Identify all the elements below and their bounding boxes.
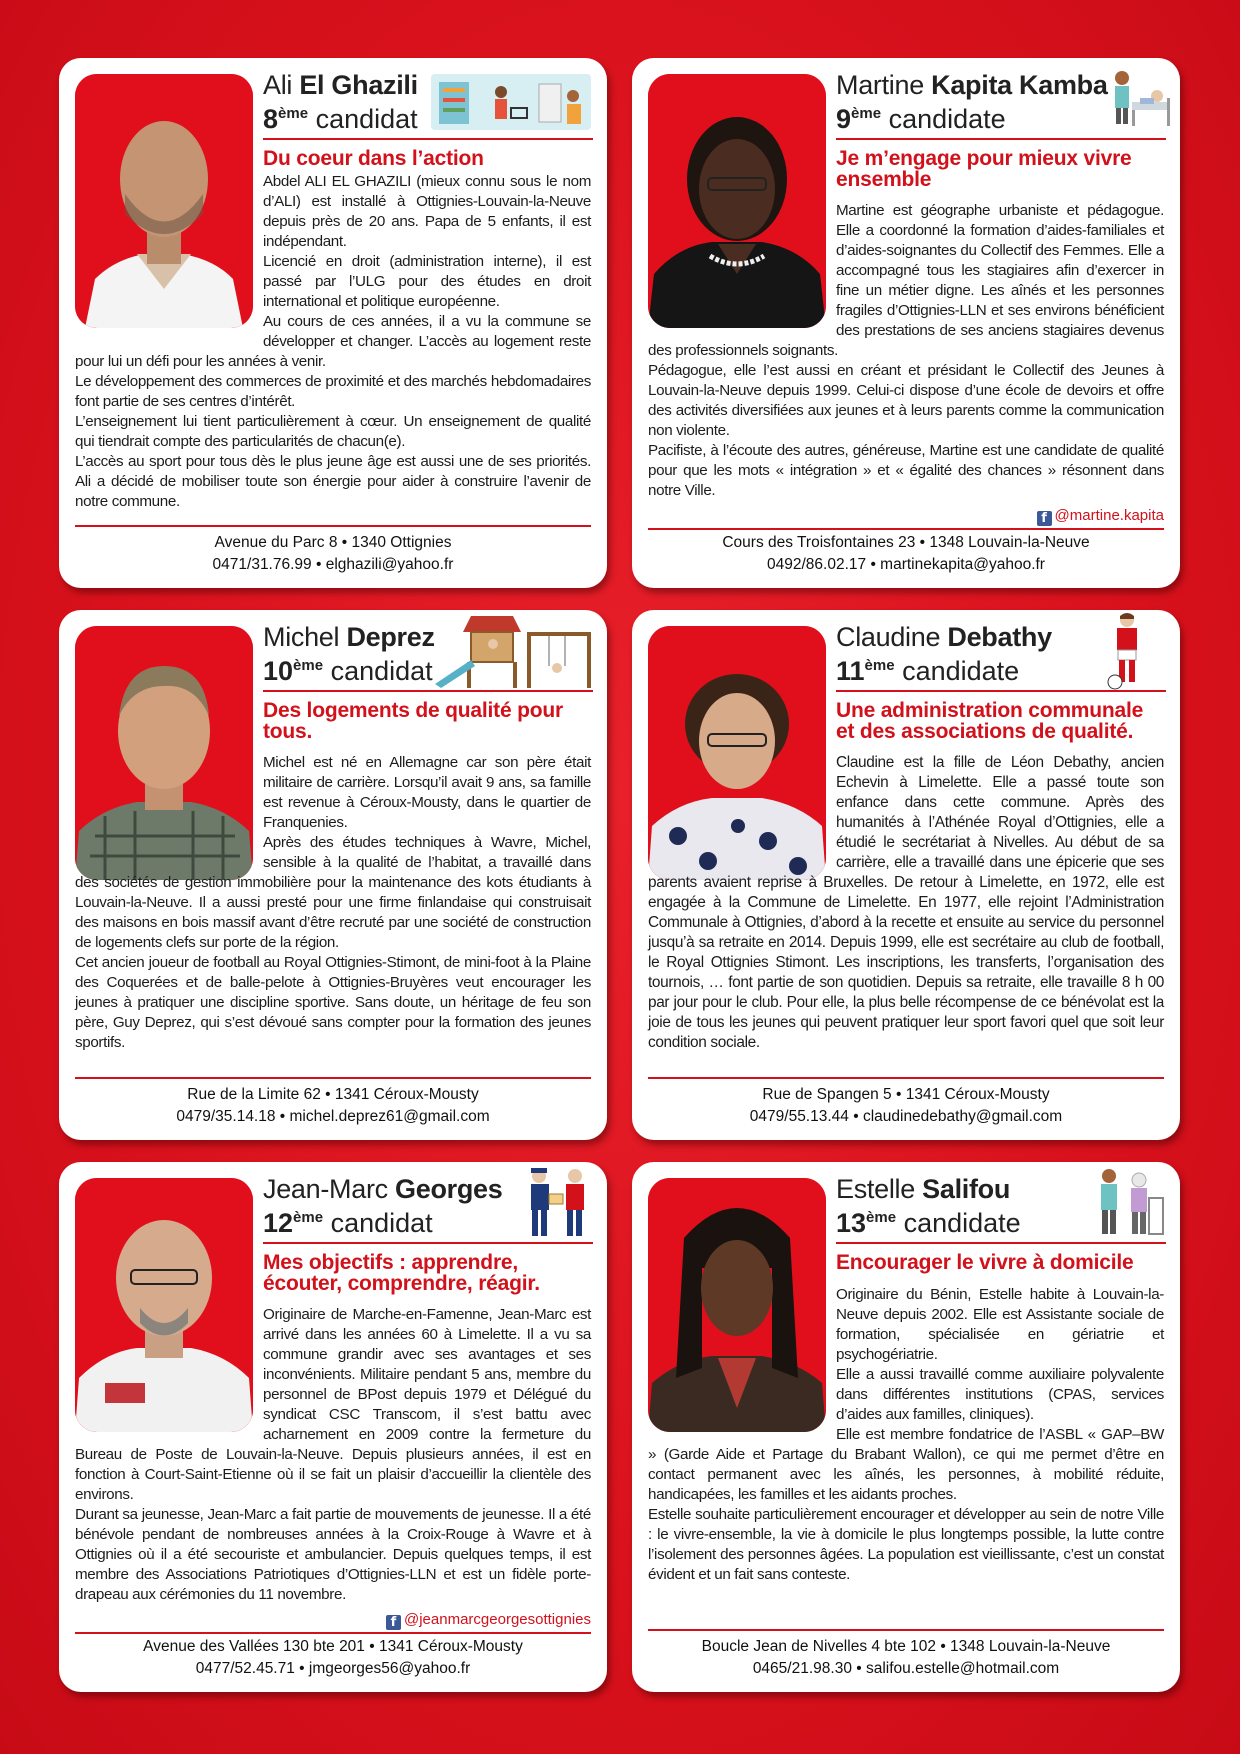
candidate-card-kapita-kamba <box>632 58 1180 588</box>
candidate-phone-email[interactable]: 0465/21.98.30 • salifou.estelle@hotmail.com <box>752 1660 1060 1677</box>
facebook-handle[interactable]: @jeanmarcgeorgesottignies <box>404 1611 591 1628</box>
candidate-rank: 13ème candidate <box>836 1208 1021 1238</box>
candidate-rank: 10ème candidat <box>263 656 433 686</box>
title-divider <box>836 1242 1166 1244</box>
candidate-address: Rue de la Limite 62 • 1341 Céroux-Mousty <box>187 1086 479 1103</box>
facebook-link[interactable] <box>386 1611 591 1630</box>
candidate-contact <box>59 1084 607 1128</box>
bio-paragraph: Elle est membre fondatrice de l’ASBL « GAP–BW » (Garde Aide et Partage du Brabant Wallon), ce qui me permet d’être en contact permanent avec les aînés, les personnes, à mobilité réduite, handicapées, les familles et les aidants proches. <box>648 1426 1164 1503</box>
bio-paragraph: Cet ancien joueur de football au Royal Ottignies-Stimont, de mini-foot à la Plaine des Coquerées et de balle-pelote à Ottignies-Bruyères veut encourager les jeunes à pratiquer une discipline sportive. Sans doute, un héritage de feu son père, Guy Deprez, qui s’est dévoué sans compter pour la formation des jeunes sportifs. <box>75 954 591 1051</box>
facebook-icon: f <box>386 1615 401 1630</box>
facebook-icon: f <box>1037 511 1052 526</box>
candidate-headline: Encourager le vivre à domicile <box>836 1251 1134 1274</box>
candidate-phone-email[interactable]: 0477/52.45.71 • jmgeorges56@yahoo.fr <box>195 1660 471 1677</box>
candidate-rank: 8ème candidat <box>263 104 418 134</box>
footer-divider <box>648 1077 1164 1079</box>
bio-paragraph: Après des études techniques à Wavre, Michel, sensible à la qualité de l’habitat, a travaillé dans des sociétés de gestion immobilière pour la maintenance des kots étudiants à Louvain-la-Neuve. Il a aussi presté pour une firme finlandaise qui construisait des maisons en bois massif avant d’être recruté par une société de construction de logements clefs sur porte de la région. <box>75 834 591 951</box>
bio-paragraph: Licencié en droit (administration interne), il est passé par l’ULG pour des études en droit international et politique européenne. <box>263 253 591 310</box>
candidate-phone-email[interactable]: 0479/35.14.18 • michel.deprez61@gmail.com <box>176 1108 490 1125</box>
candidate-contact <box>59 1636 607 1680</box>
candidate-contact <box>632 1084 1180 1128</box>
candidate-contact <box>632 532 1180 576</box>
title-divider <box>836 690 1166 692</box>
candidate-address: Rue de Spangen 5 • 1341 Céroux-Mousty <box>762 1086 1050 1103</box>
candidate-rank: 9ème candidate <box>836 104 1006 134</box>
candidate-name: Martine Kapita Kamba <box>836 70 1108 100</box>
footer-divider <box>75 1077 591 1079</box>
bio-paragraph: Originaire de Marche-en-Famenne, Jean-Marc est arrivé dans les années 60 à Limelette. Il a vu sa commune grandir avec ses avantages et ses inconvénients. Militaire pendant 5 ans, membre du personnel de BPost depuis 1979 et Délégué du syndicat CSC Transcom, il s’est battu avec acharnement en 2009 contre la fermeture du Bureau de Poste de Louvain-la-Neuve. Depuis plusieurs années, il est en fonction à Court-Saint-Etienne où il se fait un plaisir d’accueillir la clientèle des environs. <box>75 1306 591 1503</box>
candidate-bio <box>75 753 591 1053</box>
candidate-phone-email[interactable]: 0492/86.02.17 • martinekapita@yahoo.fr <box>767 556 1045 573</box>
bio-paragraph: Michel est né en Allemagne car son père était militaire de carrière. Lorsqu’il avait 9 ans, sa famille est revenue à Céroux-Mousty, dans le quartier de Franquenies. <box>263 754 591 831</box>
bio-paragraph: Originaire du Bénin, Estelle habite à Louvain-la-Neuve depuis 2002. Elle est Assistante sociale de formation, spécialisée en gériatrie et psychogériatrie. <box>836 1286 1164 1363</box>
candidate-name: Claudine Debathy <box>836 622 1052 652</box>
title-divider <box>836 138 1166 140</box>
candidate-bio <box>648 1285 1164 1585</box>
bio-paragraph: Pédagogue, elle l’est aussi en créant et présidant le Collectif des Jeunes à Louvain-la-Neuve depuis 1999. Celui-ci dispose d’une école de devoirs et offre des activités diversifiées aux jeunes et à leurs parents comme la communication non violente. <box>648 362 1164 439</box>
candidate-phone-email[interactable]: 0479/55.13.44 • claudinedebathy@gmail.com <box>749 1108 1063 1125</box>
candidate-rank: 12ème candidat <box>263 1208 433 1238</box>
footer-divider <box>648 1629 1164 1631</box>
candidate-card-salifou <box>632 1162 1180 1692</box>
candidate-bio <box>75 172 591 512</box>
postmen-illustration <box>519 1166 599 1242</box>
candidate-bio <box>75 1305 591 1605</box>
elderly-care-illustration <box>1087 1166 1167 1238</box>
candidate-name: Jean-Marc Georges <box>263 1174 503 1204</box>
title-divider <box>263 690 593 692</box>
candidate-headline: Une administration communale et des associations de qualité. <box>836 699 1144 743</box>
candidate-address: Avenue du Parc 8 • 1340 Ottignies <box>214 534 452 551</box>
footer-divider <box>75 1632 591 1634</box>
candidate-name: Estelle Salifou <box>836 1174 1011 1204</box>
candidate-bio <box>648 201 1164 501</box>
bio-paragraph: Pacifiste, à l’écoute des autres, généreuse, Martine est une candidate de qualité pour que les mots « intégration » et « égalité des chances » résonnent dans notre Ville. <box>648 442 1164 499</box>
footer-divider <box>75 525 591 527</box>
bio-paragraph: L’accès au sport pour tous dès le plus jeune âge est aussi une de ses priorités. Ali a décidé de mobiliser toute son énergie pour aider à construire l’avenir de notre commune. <box>75 453 591 510</box>
bio-paragraph: Elle a aussi travaillé comme auxiliaire polyvalente dans différentes institutions (CPAS, services d’aides aux familles, cliniques). <box>836 1366 1164 1423</box>
candidate-contact <box>59 532 607 576</box>
caregiver-bed-illustration <box>1102 68 1172 130</box>
candidate-name: Ali El Ghazili <box>263 70 418 100</box>
candidate-address: Boucle Jean de Nivelles 4 bte 102 • 1348 Louvain-la-Neuve <box>701 1638 1111 1655</box>
candidate-contact <box>632 1636 1180 1680</box>
candidate-address: Avenue des Vallées 130 bte 201 • 1341 Céroux-Mousty <box>143 1638 523 1655</box>
playground-illustration <box>431 610 596 690</box>
candidate-card-el-ghazili <box>59 58 607 588</box>
candidate-headline: Des logements de qualité pour tous. <box>263 699 563 743</box>
title-divider <box>263 1242 593 1244</box>
footer-divider <box>648 528 1164 530</box>
candidate-headline: Je m’engage pour mieux vivre ensemble <box>836 147 1132 191</box>
bio-paragraph: Estelle souhaite particulièrement encourager et développer au sein de notre Ville : le vivre-ensemble, la vie à domicile le plus longtemps possible, la lutte contre l’isolement des personnes âgées. La population est vieillissante, c’est un constat évident et un fait sans conteste. <box>648 1506 1164 1583</box>
bio-paragraph: Claudine est la fille de Léon Debathy, ancien Echevin à Limelette. Elle a passé toute son enfance dans cette commune. Après des humanités à l’Athénée Royal d’Ottignies, elle a étudié le secrétariat à Nivelles. Au début de sa carrière, elle a travaillé dans une épicerie que ses parents avaient reprise à Bruxelles. De retour à Limelette, en 1972, elle est engagée à la Commune de Limelette. En 1977, elle rejoint l’Administration Communale à Ottignies, d’abord à la recette et ensuite au service du personnel jusqu’à sa retraite en 2014. Depuis 1999, elle est secrétaire au club de football, le Royal Ottignies Stimont. Les inscriptions, les transferts, l’organisation des tournois, … font partie de son quotidien. Depuis sa retraite, elle travaille 8 h 00 par jour pour le club. Pour elle, la plus belle récompense de ce bénévolat est la joie de tous les jeunes qui peuvent pratiquer leur sport favori quel que soit leur condition sociale. <box>648 754 1164 1051</box>
candidate-phone-email[interactable]: 0471/31.76.99 • elghazili@yahoo.fr <box>212 556 454 573</box>
candidate-bio <box>648 753 1164 1053</box>
candidate-card-georges <box>59 1162 607 1692</box>
facebook-link[interactable] <box>1037 507 1164 526</box>
bio-paragraph: Au cours de ces années, il a vu la commune se développer et changer. L’accès au logement reste pour lui un défi pour les années à venir. <box>75 313 591 370</box>
shop-market-illustration <box>431 72 591 132</box>
candidate-card-debathy <box>632 610 1180 1140</box>
bio-paragraph: Le développement des commerces de proximité et des marchés hebdomadaires font partie de ses centres d’intérêt. <box>75 373 591 410</box>
candidate-address: Cours des Troisfontaines 23 • 1348 Louvain-la-Neuve <box>722 534 1090 551</box>
candidate-name: Michel Deprez <box>263 622 435 652</box>
bio-paragraph: Durant sa jeunesse, Jean-Marc a fait partie de mouvements de jeunesse. Il a été bénévole pendant de nombreuses années à la Croix-Rouge à Wavre et à Ottignies où il a été secouriste et ambulancier. Depuis quelques temps, il est membre des Associations Patriotiques d’Ottignies-LLN et est un fidèle porte-drapeau aux cérémonies du 11 novembre. <box>75 1506 591 1603</box>
bio-paragraph: Martine est géographe urbaniste et pédagogue. Elle a coordonné la formation d’aides-familiales et d’aides-soignantes du Collectif des Femmes. Elle a accompagné tous les stagiaires afin d’exercer in fine un métier digne. Les aînés et les personnes fragiles d’Ottignies-LLN et ses environs bénéficient des prestations de ses anciens stagiaires devenus des professionnels soignants. <box>648 202 1164 359</box>
candidate-rank: 11ème candidate <box>836 656 1020 686</box>
title-divider <box>263 138 593 140</box>
facebook-handle[interactable]: @martine.kapita <box>1054 507 1164 524</box>
candidate-headline: Du coeur dans l’action <box>263 147 484 170</box>
football-player-illustration <box>1102 610 1152 690</box>
bio-paragraph: L’enseignement lui tient particulièrement à cœur. Un enseignement de qualité qui tiendrait compte des particularités de chacun(e). <box>75 413 591 450</box>
bio-paragraph: Abdel ALI EL GHAZILI (mieux connu sous le nom d’ALI) est installé à Ottignies-Louvain-la-Neuve depuis près de 20 ans. Papa de 5 enfants, il est indépendant. <box>263 173 591 250</box>
candidate-headline: Mes objectifs : apprendre, écouter, comprendre, réagir. <box>263 1251 540 1295</box>
candidate-card-deprez <box>59 610 607 1140</box>
